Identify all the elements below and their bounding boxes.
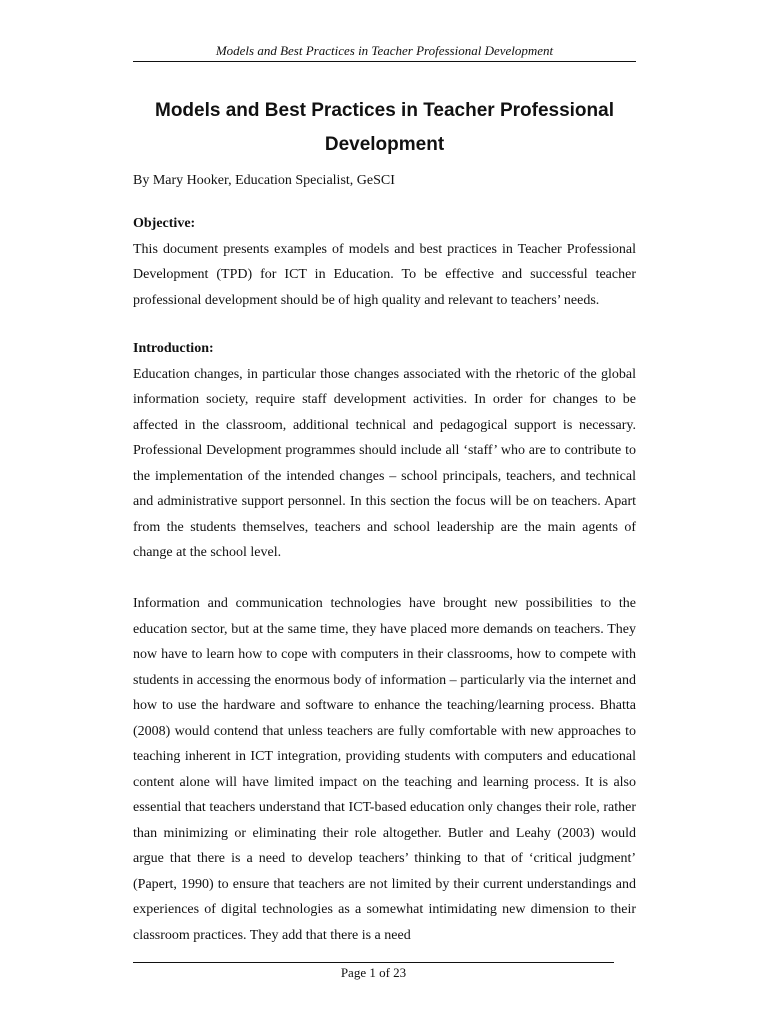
objective-paragraph: This document presents examples of models and best practices in Teacher Professional Development (TPD) for ICT in Education. To be effective and successful teacher professional development should be of high quality and relevant to teachers’ needs. [133,241,636,308]
running-header: Models and Best Practices in Teacher Professional Development [215,43,554,58]
introduction-paragraph-2: Information and communication technologies have brought new possibilities to the education sector, but at the same time, they have placed more demands on teachers. They now have to learn how to cope with computers in their classrooms, how to compete with students in accessing the enormous body of information – particularly via the internet and how to use the hardware and software to enhance the teaching/learning process. Bhatta (2008) would contend that unless teachers are fully comfortable with new approaches to teaching inherent in ICT integration, providing students with computers and educational content alone will have limited impact on the teaching and learning process. It is also essential that teachers understand that ICT-based education only changes their role, rather than minimizing or eliminating their role altogether. Butler and Leahy (2003) would argue that there is a need to develop teachers’ thinking to that of ‘critical judgment’ (Papert, 1990) to ensure that teachers are not limited by their current understandings and experiences of digital technologies as a somewhat intimidating new dimension to their classroom practices. They add that there is a need [133,596,636,943]
header-rule [133,61,636,62]
introduction-paragraph-1: Education changes, in particular those changes associated with the rhetoric of the global information society, require staff development activities. In order for changes to be affected in the classroom, additional technical and pedagogical support is necessary. Professional Development programmes should include all ‘staff’ who are to contribute to the implementation of the intended changes – school principals, teachers, and technical and administrative support personnel. In this section the focus will be on teachers. Apart from the students themselves, teachers and school leadership are the main agents of change at the school level. [133,366,636,560]
byline: By Mary Hooker, Education Specialist, GeSCI [133,173,395,188]
objective-section [133,211,636,313]
page-number: Page 1 of 23 [340,965,407,980]
introduction-heading: Introduction: [133,341,214,356]
footer-rule [133,962,614,963]
paragraph-gap [133,566,636,592]
introduction-section [133,336,636,948]
document-title: Models and Best Practices in Teacher Professional Development [155,100,614,155]
objective-heading: Objective: [133,216,196,231]
